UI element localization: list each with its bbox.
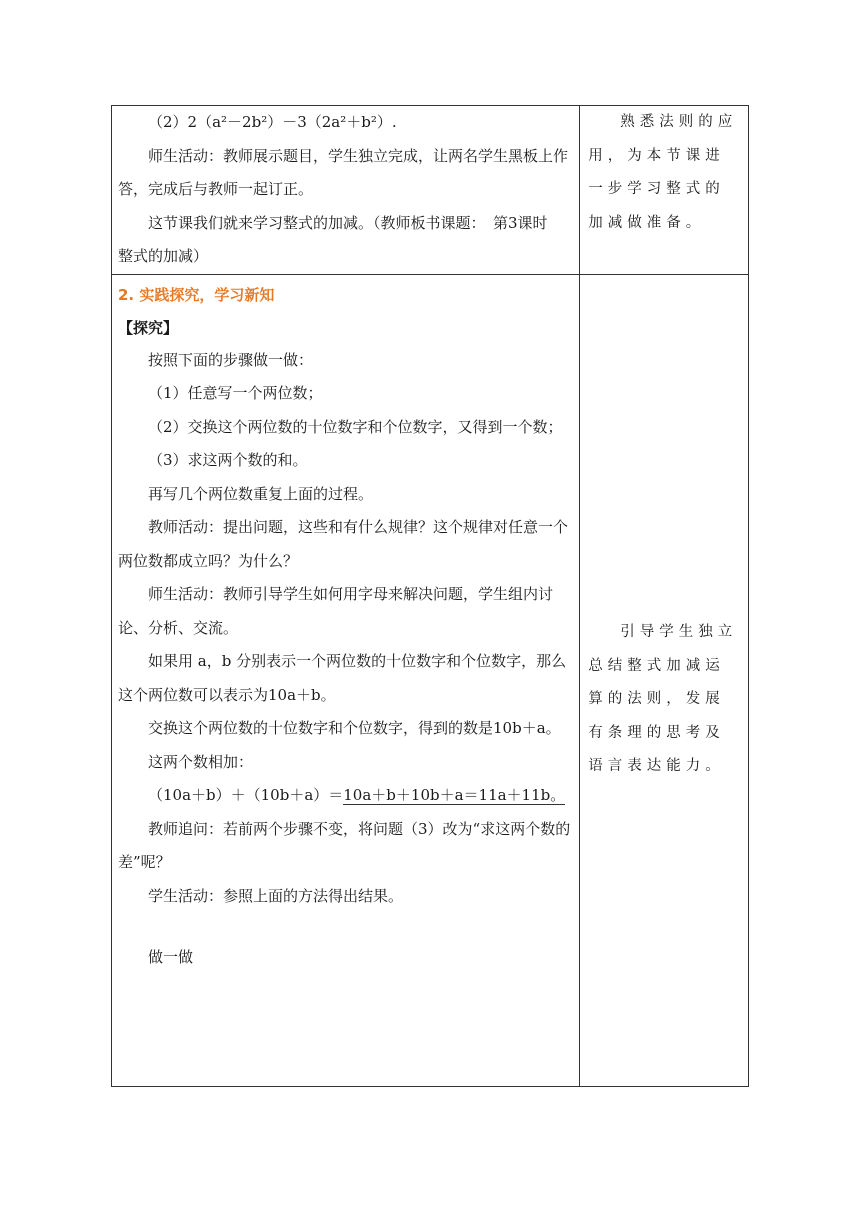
equation-result: 10a＋b＋10b＋a＝11a＋11b。 [343,786,566,804]
step-item: （2）交换这个两位数的十位数字和个位数字，又得到一个数； [148,417,563,436]
discussion-text: 师生活动：教师引导学生如何用字母来解决问题，学生组内讨论、分析、交流。 [118,585,554,637]
intro-text: 按照下面的步骤做一做： [148,350,314,369]
explore-heading: 【探究】 [118,318,179,337]
step-item: （3）求这两个数的和。 [148,451,308,469]
lesson-table [111,105,749,1087]
spacer [112,913,579,941]
design-note: 熟悉法则的应用，为本节课进一步学习整式的加减做准备。 [588,114,738,231]
note-cell [580,106,749,275]
note-cell [580,274,749,1086]
teacher-question: 教师活动：提出问题，这些和有什么规律？这个规律对任意一个两位数都成立吗？为什么？ [118,518,569,570]
main-cell [112,274,580,1086]
table-row [112,274,749,1086]
exercise-line: （2）2（a²－2b²）－3（2a²＋b²）. [148,113,397,131]
student-activity: 学生活动：参照上面的方法得出结果。 [148,886,404,905]
swap-text: 交换这个两位数的十位数字和个位数字，得到的数是10b＋a。 [148,719,561,737]
followup-question: 教师追问：若前两个步骤不变，将问题（3）改为“求这两个数的差”呢？ [118,819,571,871]
step-item: （1）任意写一个两位数； [148,384,323,402]
design-note: 引导学生独立总结整式加减运算的法则，发展有条理的思考及语言表达能力。 [588,624,738,775]
represent-text: 如果用 a，b 分别表示一个两位数的十位数字和个位数字，那么这个两位数可以表示为10a＋b。 [118,652,567,704]
table-row [112,106,749,275]
topic-text: 这节课我们就来学习整式的加减。（教师板书课题： 第3课时 整式的加减） [118,213,563,265]
main-cell [112,106,580,275]
section-heading: 2. 实践探究，学习新知 [118,285,275,304]
repeat-text: 再写几个两位数重复上面的过程。 [148,484,374,503]
activity-text: 师生活动：教师展示题目，学生独立完成，让两名学生黑板上作答，完成后与教师一起订正。 [118,146,569,198]
equation-left: （10a＋b）＋（10b＋a）＝ [148,786,344,804]
try-it-label: 做一做 [148,948,194,966]
add-intro: 这两个数相加： [148,752,254,771]
equation [112,779,579,813]
